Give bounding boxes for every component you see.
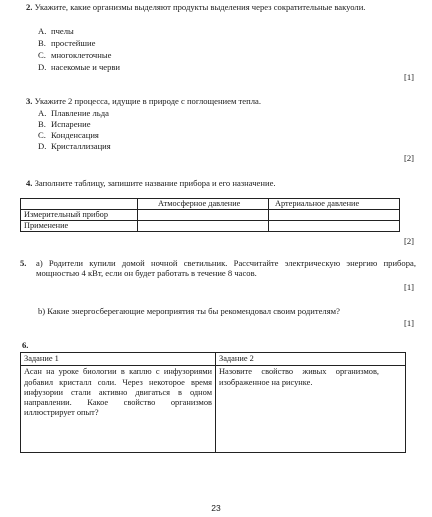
- question-2-option-d: D. насекомые и черви: [38, 62, 121, 72]
- table-header-atmospheric: Атмосферное давление: [138, 199, 269, 210]
- page-number: 23: [211, 503, 221, 513]
- task-1-text: Асан на уроке биологии в каплю с инфузориями добавил кристалл соли. Через некоторое время инфузории стали активно двигаться в одном направлении. Какое свойство организмов иллюстрирует опыт?: [21, 366, 216, 453]
- task-table: [20, 352, 406, 453]
- question-2-number: 2.: [26, 2, 33, 12]
- question-5a-text: a) Родители купили домой ночной светильник. Рассчитайте электрическую энергию прибора, мощностью 4 кВт, если он будет работать в течение 8 часов.: [36, 258, 416, 279]
- question-5a-mark: [1]: [403, 282, 414, 292]
- question-3-number: 3.: [26, 96, 33, 106]
- question-2-option-c: C. многоклеточные: [38, 50, 112, 60]
- question-4-prompt: Заполните таблицу, запишите название прибора и его назначение.: [34, 178, 276, 188]
- table-row-label-instrument: Измерительный прибор: [21, 210, 138, 221]
- question-3-text: [26, 96, 418, 106]
- table-row-label-application: Применение: [21, 221, 138, 232]
- question-2-option-b: B. простейшие: [38, 38, 96, 48]
- question-3-option-d: D. Кристаллизация: [38, 141, 111, 151]
- table-row: [21, 199, 400, 210]
- task-2-title: Задание 2: [216, 353, 406, 366]
- question-6-number: 6.: [22, 340, 29, 350]
- question-2-option-a: A. пчелы: [38, 26, 74, 36]
- question-3-prompt: Укажите 2 процесса, идущие в природе с поглощением тепла.: [34, 96, 261, 106]
- table-cell-answer[interactable]: [138, 210, 269, 221]
- question-5b-mark: [1]: [403, 318, 414, 328]
- instrument-table: [20, 198, 400, 232]
- task-2-text: Назовите свойство живых организмов, изображенное на рисунке.: [216, 366, 406, 453]
- question-5-number: 5.: [20, 258, 27, 268]
- question-3-mark: [2]: [403, 153, 414, 163]
- table-row: [21, 221, 400, 232]
- question-4-mark: [2]: [403, 236, 414, 246]
- table-cell: [21, 199, 138, 210]
- table-row: [21, 353, 406, 366]
- table-cell-answer[interactable]: [269, 221, 400, 232]
- question-2-text: [26, 2, 418, 12]
- question-5b-text: b) Какие энергосберегающие мероприятия ты бы рекомендовал своим родителям?: [38, 306, 340, 316]
- question-3-option-c: C. Конденсация: [38, 130, 99, 140]
- table-row: [21, 366, 406, 453]
- question-2-prompt: Укажите, какие организмы выделяют продукты выделения через сократительные вакуоли.: [34, 2, 366, 12]
- table-header-arterial: Артериальное давление: [269, 199, 400, 210]
- table-cell-answer[interactable]: [138, 221, 269, 232]
- table-cell-answer[interactable]: [269, 210, 400, 221]
- table-row: [21, 210, 400, 221]
- question-4-number: 4.: [26, 178, 33, 188]
- question-4-text: [26, 178, 418, 188]
- question-3-option-a: A. Плавление льда: [38, 108, 109, 118]
- task-1-title: Задание 1: [21, 353, 216, 366]
- question-3-option-b: B. Испарение: [38, 119, 91, 129]
- question-2-mark: [1]: [403, 72, 414, 82]
